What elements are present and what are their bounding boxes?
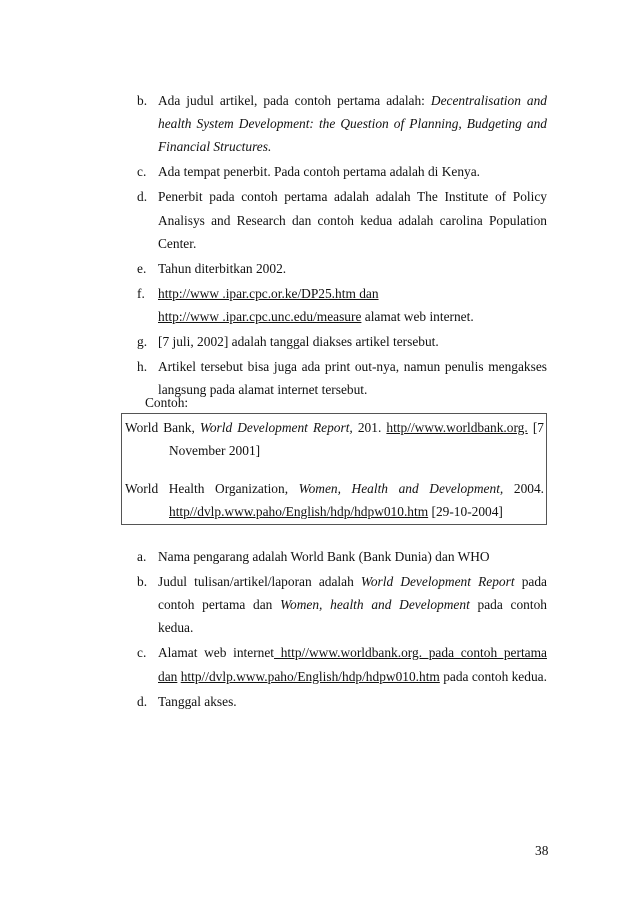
reference-entry: World Bank, World Development Report, 201. http//www.worldbank.org. [7 November 2001] <box>125 420 544 458</box>
list-item <box>137 185 547 255</box>
item-text: Penerbit pada contoh pertama adalah adalah The Institute of Policy Analisys and Research dan contoh kedua adalah carolina Population Center. <box>158 189 547 251</box>
list-item <box>137 355 547 401</box>
example-box <box>121 413 547 525</box>
item-text: Artikel tersebut bisa juga ada print out-nya, namun penulis mengakses langsung pada alamat internet tersebut. <box>158 359 547 398</box>
explanation-list <box>137 545 547 715</box>
item-text: Ada judul artikel, pada contoh pertama adalah: Decentralisation and health System Development: the Question of Planning, Budgeting and Financial Structures. <box>158 93 547 155</box>
item-text: [7 juli, 2002] adalah tanggal diakses artikel tersebut. <box>158 334 439 350</box>
item-marker: a. <box>137 549 147 564</box>
link-worldbank[interactable]: http//www.worldbank.org. <box>386 420 528 435</box>
article-title: Decentralisation and health System Development: the Question of Planning, Budgeting and Financial Structures. <box>158 93 547 155</box>
link-paho[interactable]: http//dvlp.www.paho/English/hdp/hdpw010.htm <box>169 504 429 519</box>
list-item <box>137 570 547 640</box>
list-item <box>137 89 547 159</box>
item-marker: e. <box>137 260 147 276</box>
page-number: 38 <box>535 843 549 858</box>
item-marker: d. <box>137 189 148 205</box>
reference-entry: World Health Organization, Women, Health and Development, 2004. http//dvlp.www.paho/English/hdp/hdpw010.htm [29-10-2004] <box>125 481 544 519</box>
item-text: Tanggal akses. <box>158 693 237 709</box>
link-ipar-unc[interactable]: http://www .ipar.cpc.unc.edu/measure <box>158 309 362 325</box>
item-text: Ada tempat penerbit. Pada contoh pertama adalah di Kenya. <box>158 164 480 180</box>
list-item <box>137 641 547 687</box>
list-item <box>137 160 547 183</box>
example-label: Contoh: <box>145 395 189 410</box>
criteria-list <box>137 89 547 403</box>
item-marker: b. <box>137 93 148 108</box>
reference-title: Women, Health and Development, <box>298 481 504 496</box>
item-marker: d. <box>137 693 148 709</box>
item-text: Nama pengarang adalah World Bank (Bank Dunia) dan WHO <box>158 549 490 564</box>
item-text: Alamat web internet http//www.worldbank.org. pada contoh pertama dan http//dvlp.www.paho/English/hdp/hdpw010.htm pada contoh kedua. <box>158 645 547 684</box>
item-marker: c. <box>137 164 147 180</box>
link-paho-text[interactable]: http//dvlp.www.paho/English/hdp/hdpw010.htm <box>180 668 440 684</box>
reference-title: World Development Report, <box>199 420 353 435</box>
item-marker: h. <box>137 359 148 375</box>
item-marker: f. <box>137 285 145 301</box>
list-item <box>137 257 547 280</box>
list-item <box>137 690 547 713</box>
item-marker: b. <box>137 574 148 589</box>
list-item <box>137 282 547 328</box>
list-item <box>137 545 547 568</box>
list-item <box>137 330 547 353</box>
link-ipar-kenya[interactable]: http://www .ipar.cpc.or.ke/DP25.htm dan <box>158 285 379 301</box>
item-text: Tahun diterbitkan 2002. <box>158 260 287 276</box>
item-marker: g. <box>137 334 148 350</box>
item-marker: c. <box>137 645 147 661</box>
item-text: http://www .ipar.cpc.or.ke/DP25.htm dan http://www .ipar.cpc.unc.edu/measure alamat web internet. <box>158 285 474 325</box>
link-worldbank-text[interactable]: http//www.worldbank.org. pada contoh pertama dan <box>158 645 547 684</box>
item-text: Judul tulisan/artikel/laporan adalah World Development Report pada contoh pertama dan Women, health and Development pada contoh kedua. <box>158 574 547 636</box>
